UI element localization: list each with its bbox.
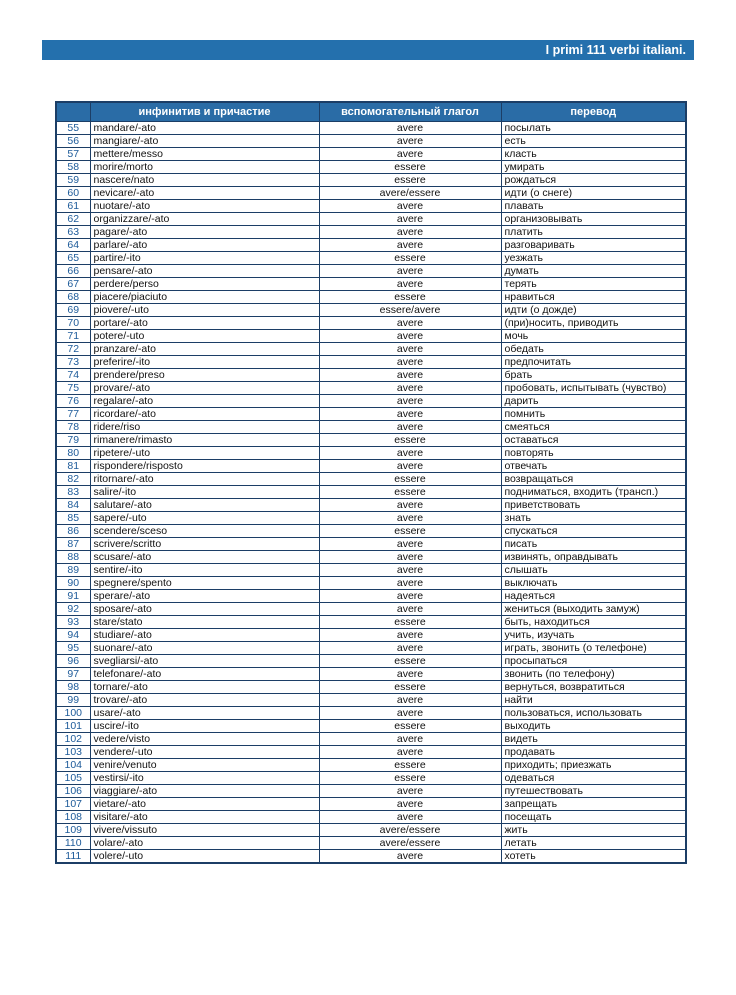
translation-cell: обедать [501,342,686,355]
table-row [56,758,686,771]
table-row [56,823,686,836]
row-number: 90 [56,576,90,589]
aux-cell: avere [319,147,501,160]
verb-cell: volere/-uto [90,849,319,863]
translation-cell: плавать [501,199,686,212]
verb-cell: perdere/perso [90,277,319,290]
table-row [56,472,686,485]
aux-cell: essere/avere [319,303,501,316]
table-row [56,641,686,654]
table-row [56,706,686,719]
header-number [56,102,90,121]
aux-cell: avere [319,641,501,654]
row-number: 96 [56,654,90,667]
translation-cell: жить [501,823,686,836]
verb-cell: rispondere/risposto [90,459,319,472]
row-number: 88 [56,550,90,563]
translation-cell: учить, изучать [501,628,686,641]
row-number: 63 [56,225,90,238]
verb-cell: piovere/-uto [90,303,319,316]
aux-cell: avere [319,238,501,251]
row-number: 95 [56,641,90,654]
translation-cell: идти (о дожде) [501,303,686,316]
translation-cell: нравиться [501,290,686,303]
table-row [56,511,686,524]
verb-cell: ritornare/-ato [90,472,319,485]
translation-cell: жениться (выходить замуж) [501,602,686,615]
verb-cell: rimanere/rimasto [90,433,319,446]
translation-cell: звонить (по телефону) [501,667,686,680]
verb-cell: ridere/riso [90,420,319,433]
aux-cell: avere [319,667,501,680]
aux-cell: avere [319,394,501,407]
verb-cell: scrivere/scritto [90,537,319,550]
translation-cell: писать [501,537,686,550]
translation-cell: мочь [501,329,686,342]
aux-cell: avere [319,134,501,147]
translation-cell: спускаться [501,524,686,537]
verb-cell: nevicare/-ato [90,186,319,199]
table-row [56,342,686,355]
table-row [56,485,686,498]
table-row [56,745,686,758]
verb-cell: pagare/-ato [90,225,319,238]
verb-cell: sposare/-ato [90,602,319,615]
page-title: I primi 111 verbi italiani. [545,43,686,57]
table-row [56,797,686,810]
table-row [56,173,686,186]
translation-cell: думать [501,264,686,277]
row-number: 56 [56,134,90,147]
aux-cell: essere [319,485,501,498]
aux-cell: avere [319,849,501,863]
row-number: 57 [56,147,90,160]
row-number: 78 [56,420,90,433]
table-row [56,225,686,238]
table-row [56,316,686,329]
aux-cell: avere [319,277,501,290]
table-row [56,277,686,290]
aux-cell: essere [319,173,501,186]
row-number: 109 [56,823,90,836]
aux-cell: avere [319,407,501,420]
table-row [56,667,686,680]
translation-cell: вернуться, возвратиться [501,680,686,693]
table-row [56,290,686,303]
translation-cell: знать [501,511,686,524]
aux-cell: avere [319,264,501,277]
row-number: 61 [56,199,90,212]
translation-cell: оставаться [501,433,686,446]
table-row [56,693,686,706]
verb-cell: stare/stato [90,615,319,628]
translation-cell: приходить; приезжать [501,758,686,771]
verb-cell: parlare/-ato [90,238,319,251]
translation-cell: продавать [501,745,686,758]
aux-cell: essere [319,160,501,173]
aux-cell: avere [319,602,501,615]
verb-cell: trovare/-ato [90,693,319,706]
aux-cell: avere [319,797,501,810]
translation-cell: посылать [501,121,686,134]
table-row [56,537,686,550]
aux-cell: essere [319,615,501,628]
verb-cell: studiare/-ato [90,628,319,641]
translation-cell: быть, находиться [501,615,686,628]
row-number: 92 [56,602,90,615]
aux-cell: avere [319,537,501,550]
translation-cell: просыпаться [501,654,686,667]
aux-cell: avere [319,576,501,589]
row-number: 103 [56,745,90,758]
row-number: 62 [56,212,90,225]
verb-cell: vestirsi/-ito [90,771,319,784]
row-number: 97 [56,667,90,680]
aux-cell: avere [319,693,501,706]
row-number: 71 [56,329,90,342]
aux-cell: avere [319,212,501,225]
verb-cell: ricordare/-ato [90,407,319,420]
table-row [56,576,686,589]
verb-cell: organizzare/-ato [90,212,319,225]
verb-cell: partire/-ito [90,251,319,264]
translation-cell: есть [501,134,686,147]
verb-cell: vietare/-ato [90,797,319,810]
verb-cell: vivere/vissuto [90,823,319,836]
verb-cell: pranzare/-ato [90,342,319,355]
row-number: 69 [56,303,90,316]
table-row [56,407,686,420]
table-row [56,199,686,212]
verb-cell: piacere/piaciuto [90,290,319,303]
translation-cell: слышать [501,563,686,576]
table-row [56,524,686,537]
table-header [56,102,686,121]
row-number: 84 [56,498,90,511]
verb-cell: preferire/-ito [90,355,319,368]
header-infinitive: инфинитив и причастие [90,102,319,121]
verb-cell: potere/-uto [90,329,319,342]
verbs-table [55,101,687,864]
table-row [56,381,686,394]
row-number: 108 [56,810,90,823]
aux-cell: essere [319,472,501,485]
aux-cell: essere [319,654,501,667]
table-row [56,771,686,784]
aux-cell: essere [319,771,501,784]
verb-cell: venire/venuto [90,758,319,771]
row-number: 82 [56,472,90,485]
translation-cell: повторять [501,446,686,459]
verb-cell: prendere/preso [90,368,319,381]
table-row [56,394,686,407]
verb-cell: mettere/messo [90,147,319,160]
row-number: 55 [56,121,90,134]
translation-cell: летать [501,836,686,849]
verb-cell: portare/-ato [90,316,319,329]
verb-cell: scendere/sceso [90,524,319,537]
row-number: 98 [56,680,90,693]
aux-cell: avere [319,329,501,342]
translation-cell: хотеть [501,849,686,863]
table-row [56,550,686,563]
row-number: 107 [56,797,90,810]
aux-cell: essere [319,251,501,264]
aux-cell: avere [319,459,501,472]
row-number: 60 [56,186,90,199]
translation-cell: смеяться [501,420,686,433]
table-row [56,680,686,693]
table-row [56,251,686,264]
translation-cell: пробовать, испытывать (чувство) [501,381,686,394]
verb-cell: salire/-ito [90,485,319,498]
table-row [56,836,686,849]
verb-cell: svegliarsi/-ato [90,654,319,667]
translation-cell: надеяться [501,589,686,602]
aux-cell: avere/essere [319,823,501,836]
verb-cell: nascere/nato [90,173,319,186]
verb-cell: pensare/-ato [90,264,319,277]
aux-cell: avere [319,628,501,641]
row-number: 106 [56,784,90,797]
table-row [56,433,686,446]
header-translation: перевод [501,102,686,121]
row-number: 87 [56,537,90,550]
table-row [56,264,686,277]
table-row [56,849,686,863]
translation-cell: помнить [501,407,686,420]
row-number: 67 [56,277,90,290]
aux-cell: essere [319,290,501,303]
aux-cell: essere [319,433,501,446]
aux-cell: avere [319,550,501,563]
row-number: 110 [56,836,90,849]
translation-cell: умирать [501,160,686,173]
translation-cell: приветствовать [501,498,686,511]
translation-cell: выключать [501,576,686,589]
row-number: 102 [56,732,90,745]
verb-cell: usare/-ato [90,706,319,719]
table-row [56,602,686,615]
verb-cell: telefonare/-ato [90,667,319,680]
table-row [56,589,686,602]
row-number: 94 [56,628,90,641]
aux-cell: avere [319,732,501,745]
verb-cell: mangiare/-ato [90,134,319,147]
aux-cell: avere [319,355,501,368]
translation-cell: брать [501,368,686,381]
translation-cell: отвечать [501,459,686,472]
translation-cell: посещать [501,810,686,823]
aux-cell: essere [319,719,501,732]
aux-cell: avere [319,199,501,212]
row-number: 86 [56,524,90,537]
table-row [56,810,686,823]
verb-cell: vedere/visto [90,732,319,745]
translation-cell: одеваться [501,771,686,784]
row-number: 80 [56,446,90,459]
row-number: 105 [56,771,90,784]
table-body [56,121,686,863]
row-number: 76 [56,394,90,407]
aux-cell: avere [319,316,501,329]
verb-cell: spegnere/spento [90,576,319,589]
aux-cell: avere [319,589,501,602]
translation-cell: подниматься, входить (трансп.) [501,485,686,498]
translation-cell: (при)носить, приводить [501,316,686,329]
row-number: 91 [56,589,90,602]
translation-cell: уезжать [501,251,686,264]
table-row [56,212,686,225]
table-row [56,615,686,628]
row-number: 68 [56,290,90,303]
table-row [56,186,686,199]
table-row [56,784,686,797]
aux-cell: avere/essere [319,836,501,849]
row-number: 79 [56,433,90,446]
aux-cell: essere [319,680,501,693]
header-auxiliary: вспомогательный глагол [319,102,501,121]
translation-cell: организовывать [501,212,686,225]
row-number: 73 [56,355,90,368]
row-number: 81 [56,459,90,472]
aux-cell: essere [319,524,501,537]
translation-cell: путешествовать [501,784,686,797]
aux-cell: avere [319,420,501,433]
verb-cell: ripetere/-uto [90,446,319,459]
verb-cell: viaggiare/-ato [90,784,319,797]
table-row [56,446,686,459]
aux-cell: avere [319,225,501,238]
table-row [56,368,686,381]
translation-cell: идти (о снеге) [501,186,686,199]
table-row [56,719,686,732]
table-row [56,420,686,433]
translation-cell: пользоваться, использовать [501,706,686,719]
verb-cell: uscire/-ito [90,719,319,732]
verb-cell: visitare/-ato [90,810,319,823]
row-number: 101 [56,719,90,732]
verb-cell: mandare/-ato [90,121,319,134]
row-number: 93 [56,615,90,628]
aux-cell: avere [319,342,501,355]
row-number: 75 [56,381,90,394]
verb-cell: vendere/-uto [90,745,319,758]
row-number: 74 [56,368,90,381]
row-number: 104 [56,758,90,771]
table-row [56,654,686,667]
row-number: 64 [56,238,90,251]
translation-cell: рождаться [501,173,686,186]
translation-cell: дарить [501,394,686,407]
table-row [56,238,686,251]
translation-cell: платить [501,225,686,238]
translation-cell: предпочитать [501,355,686,368]
aux-cell: avere [319,784,501,797]
aux-cell: essere [319,758,501,771]
row-number: 66 [56,264,90,277]
aux-cell: avere [319,368,501,381]
table-row [56,121,686,134]
aux-cell: avere [319,706,501,719]
verb-cell: sperare/-ato [90,589,319,602]
aux-cell: avere [319,563,501,576]
aux-cell: avere [319,121,501,134]
row-number: 77 [56,407,90,420]
row-number: 89 [56,563,90,576]
aux-cell: avere [319,381,501,394]
translation-cell: терять [501,277,686,290]
verbs-table-container [55,101,687,864]
translation-cell: разговаривать [501,238,686,251]
translation-cell: класть [501,147,686,160]
verb-cell: salutare/-ato [90,498,319,511]
verb-cell: morire/morto [90,160,319,173]
table-row [56,303,686,316]
table-row [56,134,686,147]
table-row [56,329,686,342]
row-number: 70 [56,316,90,329]
aux-cell: avere/essere [319,186,501,199]
aux-cell: avere [319,745,501,758]
row-number: 59 [56,173,90,186]
verb-cell: regalare/-ato [90,394,319,407]
aux-cell: avere [319,446,501,459]
row-number: 85 [56,511,90,524]
table-row [56,459,686,472]
translation-cell: извинять, оправдывать [501,550,686,563]
table-row [56,628,686,641]
aux-cell: avere [319,511,501,524]
verb-cell: nuotare/-ato [90,199,319,212]
row-number: 72 [56,342,90,355]
row-number: 100 [56,706,90,719]
translation-cell: возвращаться [501,472,686,485]
aux-cell: avere [319,810,501,823]
translation-cell: найти [501,693,686,706]
translation-cell: играть, звонить (о телефоне) [501,641,686,654]
table-row [56,563,686,576]
translation-cell: видеть [501,732,686,745]
table-row [56,160,686,173]
table-row [56,355,686,368]
table-row [56,498,686,511]
aux-cell: avere [319,498,501,511]
table-row [56,732,686,745]
header-row [56,102,686,121]
verb-cell: volare/-ato [90,836,319,849]
row-number: 111 [56,849,90,863]
row-number: 99 [56,693,90,706]
verb-cell: scusare/-ato [90,550,319,563]
row-number: 65 [56,251,90,264]
verb-cell: tornare/-ato [90,680,319,693]
row-number: 58 [56,160,90,173]
verb-cell: sentire/-ito [90,563,319,576]
translation-cell: запрещать [501,797,686,810]
translation-cell: выходить [501,719,686,732]
title-banner [42,40,694,60]
verb-cell: provare/-ato [90,381,319,394]
row-number: 83 [56,485,90,498]
verb-cell: sapere/-uto [90,511,319,524]
verb-cell: suonare/-ato [90,641,319,654]
table-row [56,147,686,160]
